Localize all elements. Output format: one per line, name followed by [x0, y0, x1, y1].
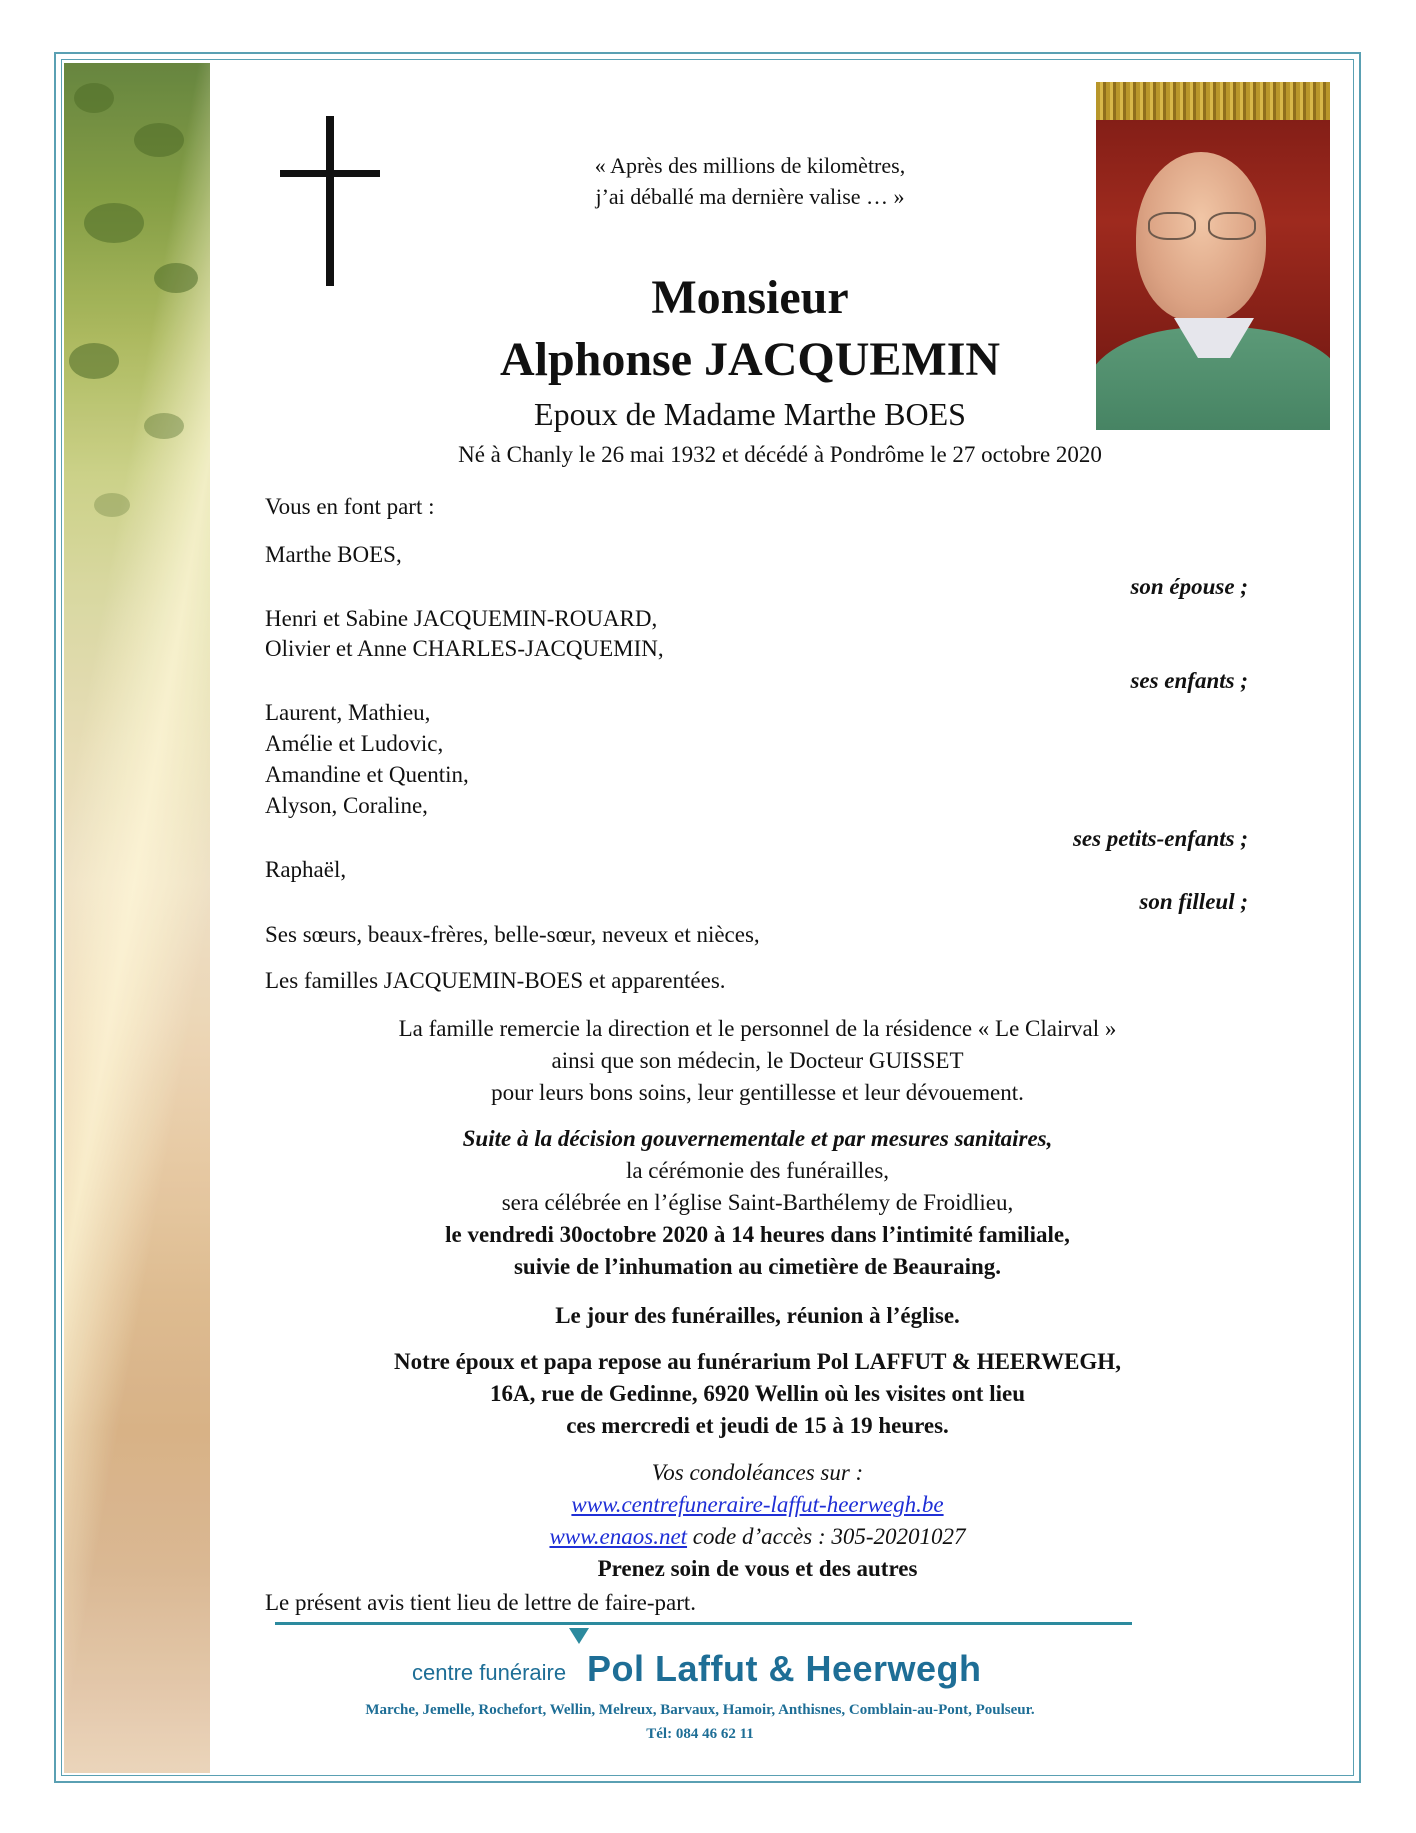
brand-locations: Marche, Jemelle, Rochefort, Wellin, Melreux, Barvaux, Hamoir, Anthisnes, Comblain-au-Pont, Poulseur.	[365, 1702, 1035, 1718]
spouse-line: Epoux de Madame Marthe BOES	[534, 396, 966, 432]
thanks-block	[265, 1013, 1250, 1109]
grandchildren-2: Amélie et Ludovic,	[265, 731, 444, 756]
relation-spouse: son épouse ;	[1130, 574, 1248, 599]
condolences-link-funeral-center[interactable]: www.centrefuneraire-laffut-heerwegh.be	[571, 1492, 944, 1517]
relation-children: ses enfants ;	[1130, 668, 1248, 693]
ceremony-line-1: Suite à la décision gouvernementale et par mesures sanitaires,	[462, 1126, 1053, 1151]
siblings-line: Ses sœurs, beaux-frères, belle-sœur, neveux et nièces,	[265, 922, 760, 947]
brand-name: Pol Laffut & Heerwegh	[587, 1648, 982, 1689]
child-1: Henri et Sabine JACQUEMIN-ROUARD,	[265, 606, 658, 631]
care-message: Prenez soin de vous et des autres	[597, 1556, 918, 1581]
forest-path-image	[64, 63, 210, 1773]
child-2: Olivier et Anne CHARLES-JACQUEMIN,	[265, 636, 664, 661]
birth-death-line: Né à Chanly le 26 mai 1932 et décédé à Pondrôme le 27 octobre 2020	[458, 442, 1102, 467]
condolences-label: Vos condoléances sur :	[651, 1460, 864, 1485]
funerarium-line-2: 16A, rue de Gedinne, 6920 Wellin où les visites ont lieu	[490, 1381, 1025, 1406]
grandchildren-4: Alyson, Coraline,	[265, 793, 428, 818]
condolences-link-enaos[interactable]: www.enaos.net	[549, 1524, 688, 1549]
title-monsieur: Monsieur	[651, 271, 849, 324]
relation-godson: son filleul ;	[1139, 889, 1248, 914]
thanks-line-2: ainsi que son médecin, le Docteur GUISSET	[551, 1048, 964, 1073]
thanks-line-1: La famille remercie la direction et le personnel de la résidence « Le Clairval »	[398, 1016, 1117, 1041]
cross-icon-bar	[280, 170, 380, 177]
meeting-line: Le jour des funérailles, réunion à l’église.	[555, 1303, 960, 1328]
quote-line-2: j’ai déballé ma dernière valise … »	[595, 184, 905, 209]
funerarium-line-1: Notre époux et papa repose au funérarium Pol LAFFUT & HEERWEGH,	[394, 1349, 1121, 1374]
brand-tagline: centre funéraire	[412, 1660, 567, 1685]
footer-triangle-icon	[569, 1628, 589, 1644]
quote-line-1: « Après des millions de kilomètres,	[594, 153, 906, 178]
families-line: Les familles JACQUEMIN-BOES et apparentées.	[265, 968, 726, 993]
grandchildren-1: Laurent, Mathieu,	[265, 700, 431, 725]
intro-text: Vous en font part :	[265, 494, 435, 519]
godson-name: Raphaël,	[265, 857, 347, 882]
portrait-photo	[1096, 82, 1330, 430]
ceremony-line-5: suivie de l’inhumation au cimetière de Beauraing.	[513, 1254, 1002, 1279]
deceased-name: Alphonse JACQUEMIN	[499, 333, 1001, 386]
cross-icon	[326, 116, 334, 286]
ceremony-line-2: la cérémonie des funérailles,	[625, 1158, 890, 1183]
access-code: code d’accès : 305-20201027	[687, 1524, 966, 1549]
ceremony-line-3: sera célébrée en l’église Saint-Barthélemy de Froidlieu,	[501, 1190, 1014, 1215]
ceremony-block	[265, 1123, 1250, 1283]
funerarium-line-3: ces mercredi et jeudi de 15 à 19 heures.	[566, 1413, 949, 1438]
condolences-block	[265, 1457, 1250, 1585]
notice-line: Le présent avis tient lieu de lettre de faire-part.	[265, 1590, 697, 1615]
relation-grandchildren: ses petits-enfants ;	[1072, 826, 1248, 851]
quote	[420, 150, 1080, 212]
grandchildren-3: Amandine et Quentin,	[265, 762, 469, 787]
thanks-line-3: pour leurs bons soins, leur gentillesse et leur dévouement.	[491, 1080, 1024, 1105]
brand-phone: Tél: 084 46 62 11	[646, 1726, 754, 1742]
footer-divider	[275, 1622, 1132, 1625]
funerarium-block	[265, 1346, 1250, 1442]
spouse-name: Marthe BOES,	[265, 542, 402, 567]
ceremony-line-4: le vendredi 30octobre 2020 à 14 heures dans l’intimité familiale,	[445, 1222, 1070, 1247]
